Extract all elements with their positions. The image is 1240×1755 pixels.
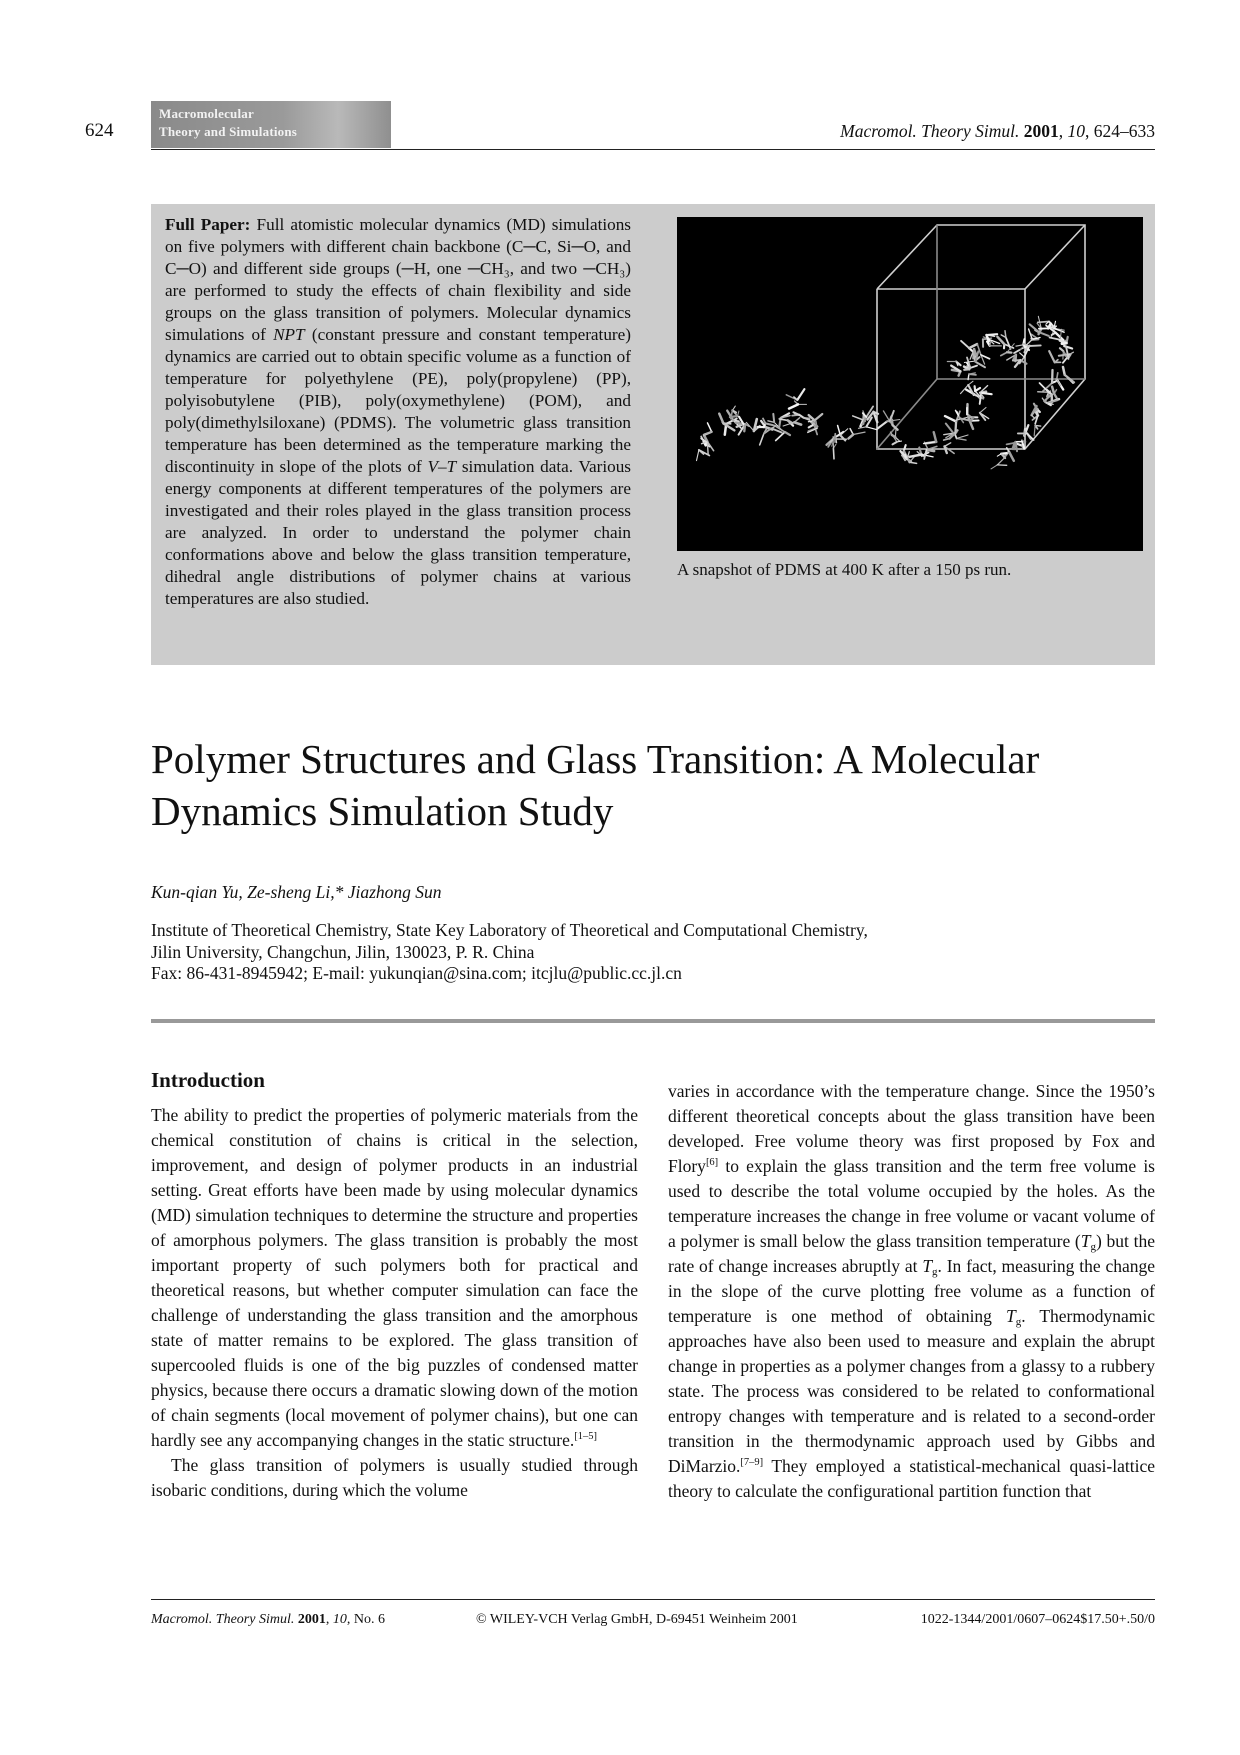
tg-t: T: [922, 1256, 933, 1276]
bond: [955, 422, 956, 434]
text-column-right: [668, 1079, 1155, 1504]
bond: [766, 423, 773, 425]
tg-subscript: g: [1015, 1316, 1022, 1328]
journal-name: Macromol. Theory Simul.: [840, 121, 1020, 141]
bond: [883, 411, 889, 422]
bond: [794, 412, 799, 415]
footer-journal-name: Macromol. Theory Simul.: [151, 1612, 295, 1627]
abstract: [165, 214, 631, 610]
paragraph-text: The glass transition of polymers is usually studied through isobaric conditions, during which the volume: [151, 1455, 638, 1500]
affiliation-line: Jilin University, Changchun, Jilin, 130023, P. R. China: [151, 941, 535, 962]
logo-line-2: Theory and Simulations: [159, 124, 298, 139]
bond: [1050, 338, 1061, 340]
paper-title: Polymer Structures and Glass Transition: A Molecular Dynamics Simulation Study: [151, 736, 1040, 834]
bond: [957, 438, 966, 440]
journal-pages: , 624–633: [1085, 121, 1155, 141]
bond: [961, 341, 969, 348]
bond: [866, 427, 877, 430]
bond: [1014, 350, 1020, 353]
bond: [990, 341, 991, 346]
paragraph-text: . Thermodynamic approaches have also been used to measure and explain the abrupt change in properties as a polymer changes from a glassy to a rubbery state. The process was considered to be related to conformational entropy changes with temperature and is related to a second-order transition in the thermodynamic approach used by Gibbs and DiMarzio.: [668, 1306, 1155, 1476]
bond: [833, 448, 834, 459]
bond: [1057, 373, 1058, 379]
abstract-box: [151, 204, 1155, 665]
bond: [980, 408, 986, 413]
bond: [1009, 452, 1014, 461]
tg-subscript: g: [932, 1266, 938, 1278]
bond: [848, 435, 853, 439]
bond: [893, 442, 897, 445]
paragraph-text: . In fact, measuring the change in the slope of the curve plotting free volume as a function of temperature is one method of obtaining: [668, 1256, 1155, 1326]
bond: [970, 366, 977, 368]
bond: [809, 424, 814, 427]
paragraph: [151, 1103, 638, 1453]
abstract-text: Full atomistic molecular dynamics (MD) simulations on five polymers with different chain backbone (C─C, Si─O, and C─O) and different side groups (─H, one ─CH₃, and two ─CH₃) are performed to study the effects of chain flexibility and side groups on the glass transition of polymers. Molecular dynamics simulations of NPT (constant pressure and constant temperature) dynamics are carried out to obtain specific volume as a function of temperature for polyethylene (PE), poly(propylene) (PP), polyisobutylene (PIB), poly(oxymethylene) (POM), and poly(dimethylsiloxane) (PDMS). The volumetric glass transition temperature has been determined as the temperature marking the discontinuity in slope of the plots of V–T simulation data. Various energy components at different temperatures of the polymers are investigated and their roles played in the glass transition process are analyzed. In order to understand the polymer chain conformations above and below the glass transition temperature, dihedral angle distributions of polymer chains at various temperatures are also studied.: [165, 215, 631, 608]
citation: [1–5]: [574, 1431, 597, 1442]
italic-term: NPT: [273, 325, 305, 344]
footer-volume: 10: [332, 1612, 347, 1627]
tg-t: T: [1080, 1231, 1091, 1251]
bond: [934, 432, 937, 442]
tg-symbol: [1006, 1306, 1021, 1326]
text-column-left: [151, 1103, 638, 1503]
authors: Kun-qian Yu, Ze-sheng Li,* Jiazhong Sun: [151, 882, 442, 902]
bond: [773, 414, 774, 422]
polymer-chain: [697, 316, 1075, 469]
bond: [946, 424, 954, 434]
journal-volume: 10: [1067, 121, 1085, 141]
bond: [707, 443, 708, 455]
bond: [1020, 353, 1025, 357]
bond: [1063, 367, 1065, 375]
journal-reference: Macromol. Theory Simul. 2001, 10, 624–633: [840, 121, 1155, 141]
md-snapshot-figure: [677, 217, 1143, 551]
tg-symbol: [922, 1256, 937, 1276]
bond: [785, 432, 790, 435]
bond: [1039, 332, 1049, 336]
bond: [797, 389, 804, 400]
footer-rule: [151, 1599, 1155, 1600]
paragraph-text: The ability to predict the properties of polymeric materials from the chemical constitution of chains is critical in the selection, improvement, and design of polymer products in an industrial setting. Great efforts have been made by using molecular dynamics (MD) simulation techniques to determine the structure and properties of amorphous polymers. The glass transition is probably the most important property of such polymers both for practical and theoretical reasons, but whether computer simulation can face the challenge of understanding the glass transition and the amorphous state of matter remains to be explored. The glass transition of supercooled fluids is one of the big puzzles of condensed matter physics, because there occurs a dramatic slowing down of the motion of chain segments (local movement of polymer chains), but one can hardly see any accompanying changes in the static structure.: [151, 1105, 638, 1450]
bond: [997, 454, 1001, 456]
logo-line-1: Macromolecular: [159, 106, 254, 121]
bond: [708, 423, 712, 432]
affiliation: [151, 920, 1151, 985]
bond: [794, 422, 801, 424]
footer-journal: Macromol. Theory Simul. 2001, 10, No. 6: [151, 1612, 385, 1627]
bond: [719, 414, 723, 424]
bond: [969, 344, 977, 348]
bond: [910, 455, 922, 457]
bond: [928, 450, 934, 451]
paragraph-continued: [668, 1079, 1155, 1504]
bond: [1054, 394, 1057, 398]
bond: [697, 450, 699, 461]
footer-year: 2001: [297, 1612, 326, 1627]
bond: [744, 424, 745, 431]
page-number: 624: [85, 120, 114, 141]
bond: [1016, 345, 1023, 346]
bond: [1062, 343, 1067, 344]
bond: [945, 416, 956, 421]
bond: [1049, 351, 1055, 362]
paragraph-text: ) but the rate of change increases abruptly at: [668, 1231, 1156, 1276]
footer-issue: , No. 6: [346, 1612, 385, 1627]
bond: [853, 416, 864, 420]
paragraph-text: varies in accordance with the temperature change. Since the 1950’s different theoretical concepts about the glass transition have been developed. Free volume theory was first proposed by Fox and Flory: [668, 1081, 1155, 1176]
bond: [956, 362, 961, 366]
bond: [1030, 324, 1039, 332]
bond: [794, 397, 797, 400]
section-heading-introduction: Introduction: [151, 1068, 265, 1092]
contact-line: Fax: 86-431-8945942; E-mail: yukunqian@sina.com; itcjlu@public.cc.jl.cn: [151, 963, 682, 983]
bond: [957, 435, 968, 438]
affiliation-line: Institute of Theoretical Chemistry, State Key Laboratory of Theoretical and Computational Chemistry,: [151, 920, 868, 940]
bond: [789, 404, 798, 408]
abstract-label: Full Paper:: [165, 215, 251, 234]
bond: [910, 462, 917, 463]
bond: [1034, 425, 1035, 435]
bond: [1060, 348, 1063, 351]
bond: [1035, 425, 1041, 426]
bond: [878, 421, 888, 428]
section-rule: [151, 1019, 1155, 1023]
journal-year: 2001: [1023, 121, 1059, 141]
tg-t: T: [1005, 1306, 1016, 1326]
figure-caption: A snapshot of PDMS at 400 K after a 150 ps run.: [677, 560, 1012, 579]
paragraph-text: They employed a statistical-mechanical quasi-lattice theory to calculate the configurational partition function that: [668, 1456, 1155, 1501]
bond: [1005, 331, 1006, 338]
bond: [776, 432, 785, 441]
footer-copyright: © WILEY-VCH Verlag GmbH, D-69451 Weinheim 2001: [476, 1612, 798, 1627]
paragraph: [151, 1453, 638, 1503]
citation: [6]: [705, 1157, 719, 1168]
paragraph-text: to explain the glass transition and the term free volume is used to describe the total volume occupied by the holes. As the temperature increases the change in free volume or vacant volume of a polymer is small below the glass transition temperature (: [668, 1156, 1155, 1251]
citation: [7–9]: [740, 1457, 764, 1468]
bond: [1032, 415, 1035, 418]
tg-symbol: [1081, 1231, 1096, 1251]
bond: [760, 434, 764, 445]
bond: [964, 361, 974, 362]
bond: [991, 465, 997, 469]
bond: [997, 457, 1005, 465]
bond: [964, 369, 969, 370]
bond: [1028, 345, 1040, 346]
bond: [815, 414, 823, 420]
bond: [853, 432, 865, 434]
tg-subscript: g: [1090, 1241, 1096, 1253]
journal-logo: [151, 101, 391, 148]
italic-term: V–T: [427, 457, 457, 476]
footer-article-code: 1022-1344/2001/0607–0624$17.50+.50/0: [920, 1612, 1155, 1627]
header-rule: [151, 149, 1155, 150]
bond: [1038, 322, 1049, 323]
bond: [1026, 339, 1032, 345]
bond: [746, 422, 754, 431]
bond: [730, 416, 738, 417]
